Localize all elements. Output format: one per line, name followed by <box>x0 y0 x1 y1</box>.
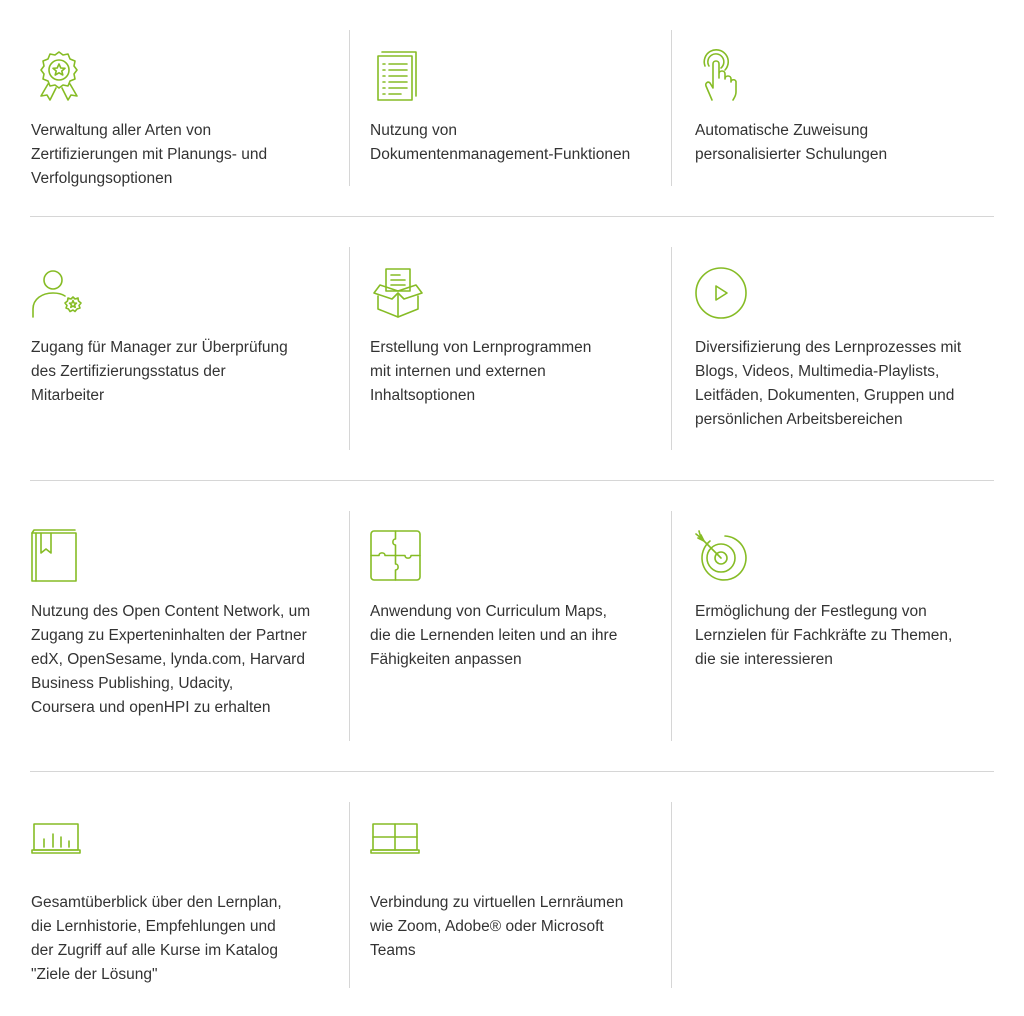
feature-card <box>671 247 994 450</box>
feature-text: Verbindung zu virtuellen Lernräumen wie Zoom, Adobe® oder Microsoft Teams <box>370 894 624 959</box>
laptop-grid-icon <box>370 820 426 876</box>
puzzle-icon <box>370 529 426 585</box>
feature-card-empty <box>671 802 994 988</box>
feature-card <box>30 511 349 741</box>
feature-text: Anwendung von Curriculum Maps, die die Lernenden leiten und an ihre Fähigkeiten anpassen <box>370 603 618 668</box>
documents-icon <box>370 48 426 104</box>
features-row <box>30 247 994 450</box>
feature-text: Zugang für Manager zur Überprüfung des Zertifizierungsstatus der Mitarbeiter <box>31 339 288 404</box>
feature-card <box>30 30 349 186</box>
feature-text: Nutzung des Open Content Network, um Zugang zu Experteninhalten der Partner edX, OpenSesame, lynda.com, Harvard Business Publishing, Udacity, Coursera und openHPI zu erhalten <box>31 603 311 716</box>
feature-card <box>671 511 994 741</box>
feature-text: Gesamtüberblick über den Lernplan, die Lernhistorie, Empfehlungen und der Zugriff auf alle Kurse im Katalog "Ziele der Lösung" <box>31 894 282 983</box>
features-grid <box>30 30 994 988</box>
touch-hand-icon <box>695 48 751 104</box>
award-badge-icon <box>31 48 87 104</box>
open-box-icon <box>370 265 426 321</box>
feature-text: Automatische Zuweisung personalisierter Schulungen <box>695 122 888 163</box>
features-row <box>30 30 994 186</box>
feature-card <box>349 802 671 988</box>
user-badge-icon <box>31 265 87 321</box>
target-icon <box>695 529 751 585</box>
features-row <box>30 802 994 988</box>
feature-text: Verwaltung aller Arten von Zertifizierungen mit Planungs- und Verfolgungsoptionen <box>31 122 268 187</box>
row-divider <box>30 480 994 481</box>
feature-text: Ermöglichung der Festlegung von Lernzielen für Fachkräfte zu Themen, die sie interessieren <box>695 603 953 668</box>
play-circle-icon <box>695 265 751 321</box>
feature-card <box>30 247 349 450</box>
row-divider <box>30 216 994 217</box>
feature-card <box>30 802 349 988</box>
feature-text: Nutzung von Dokumentenmanagement-Funktionen <box>370 122 631 163</box>
feature-text: Diversifizierung des Lernprozesses mit Blogs, Videos, Multimedia-Playlists, Leitfäden, Dokumenten, Gruppen und persönlichen Arbeitsbereichen <box>695 339 962 428</box>
book-bookmark-icon <box>31 529 87 585</box>
laptop-chart-icon <box>31 820 87 876</box>
features-row <box>30 511 994 741</box>
row-divider <box>30 771 994 772</box>
feature-card <box>671 30 994 186</box>
feature-card <box>349 511 671 741</box>
feature-card <box>349 247 671 450</box>
feature-card <box>349 30 671 186</box>
feature-text: Erstellung von Lernprogrammen mit internen und externen Inhaltsoptionen <box>370 339 592 404</box>
